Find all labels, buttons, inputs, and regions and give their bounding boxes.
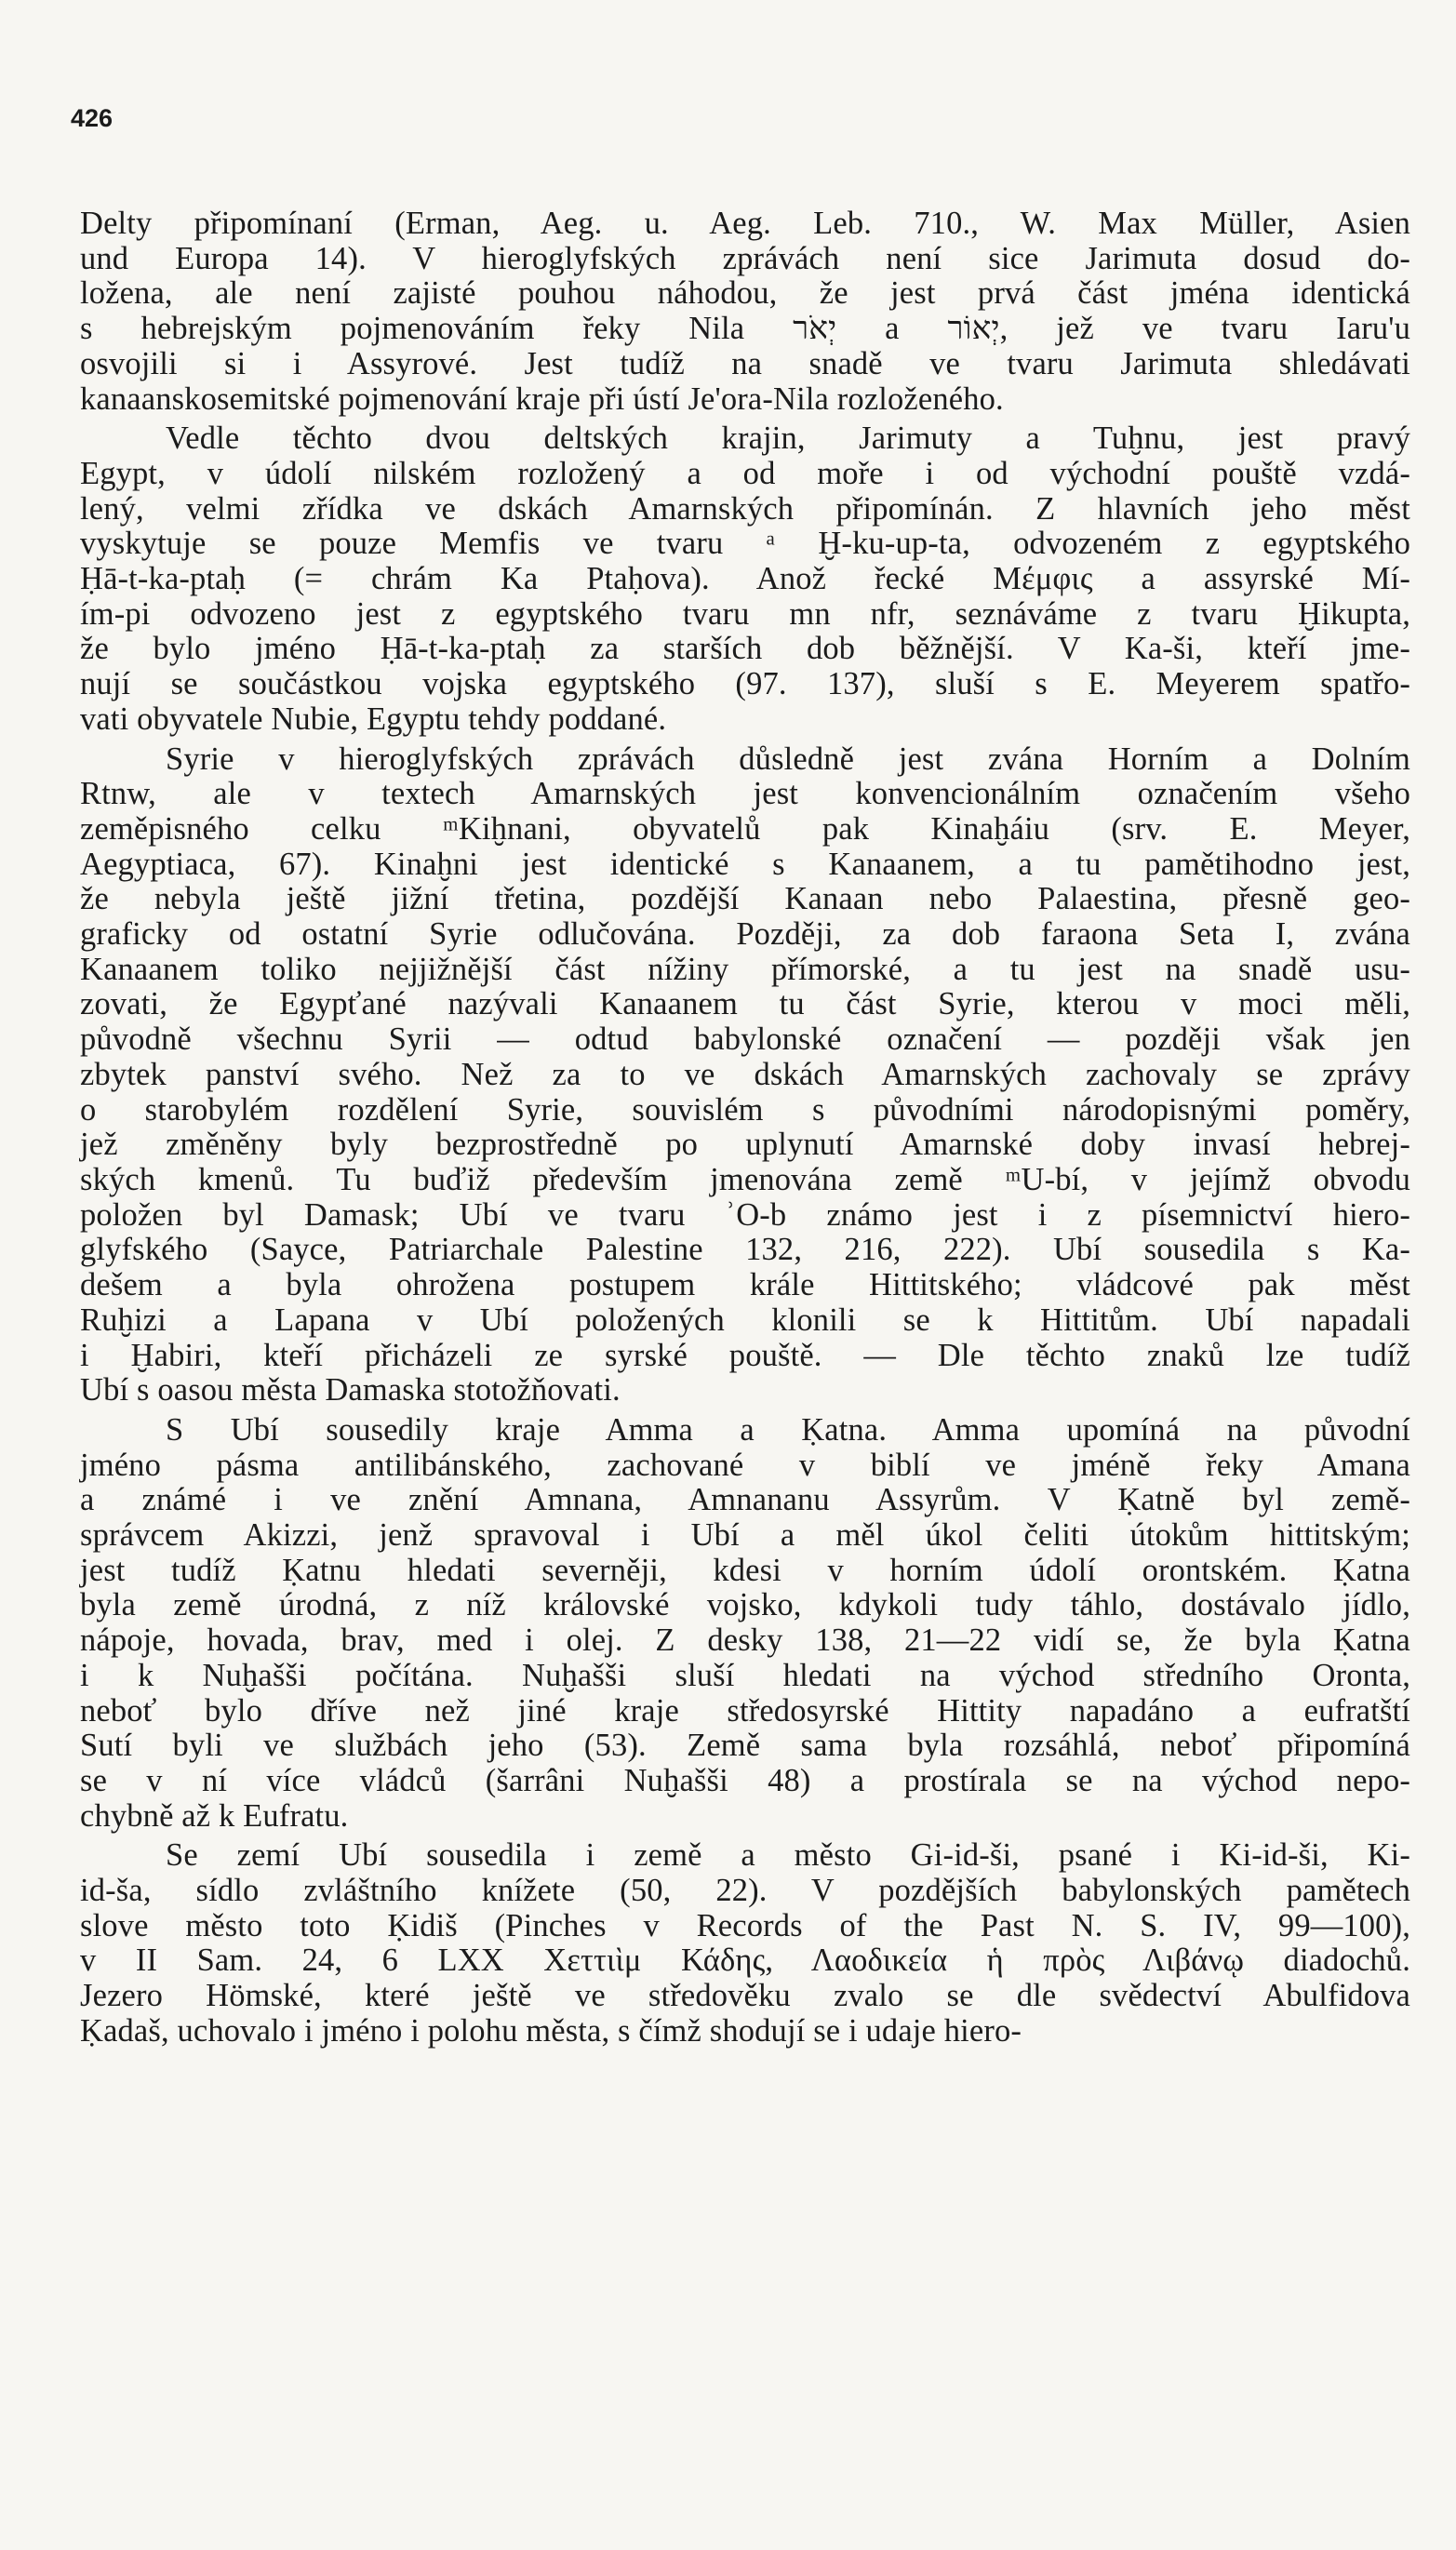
text-line: správcem Akizzi, jenž spravoval i Ubí a měl úkol čeliti útokům hittitským; bbox=[80, 1517, 1410, 1554]
text-line: Jezero Hömské, které ještě ve středověku zvalo se dle svědectví Abulfidova bbox=[80, 1978, 1410, 2014]
text-line: Ruḫizi a Lapana v Ubí položených klonili se k Hittitům. Ubí napadali bbox=[80, 1302, 1410, 1338]
text-line: i k Nuḫašši počítána. Nuḫašši sluší hledati na východ středního Oronta, bbox=[80, 1657, 1410, 1693]
text-line: vati obyvatele Nubie, Egyptu tehdy poddané. bbox=[80, 701, 667, 737]
paragraph-2 bbox=[80, 421, 1410, 737]
text-line: Rtnw, ale v textech Amarnských jest konvencionálním označením všeho bbox=[80, 776, 1410, 812]
text-line: neboť bylo dříve než jiné kraje středosyrské Hittity napadáno a eufratští bbox=[80, 1692, 1410, 1729]
text-line: původně všechnu Syrii — odtud babylonské označení — později však jen bbox=[80, 1021, 1410, 1058]
text-line: zbytek panství svého. Než za to ve dskách Amarnských zachovaly se zprávy bbox=[80, 1056, 1410, 1092]
text-line: Syrie v hieroglyfských zprávách důsledně jest zvána Horním a Dolním bbox=[166, 741, 1410, 777]
text-line: ložena, ale není zajisté pouhou náhodou, že jest prvá část jména identická bbox=[80, 275, 1410, 312]
paragraph-3 bbox=[80, 742, 1410, 1409]
text-line: Ubí s oasou města Damaska stotožňovati. bbox=[80, 1372, 621, 1409]
text-line: Ḳadaš, uchovalo i jméno i polohu města, s čímž shodují se i udaje hiero- bbox=[80, 2012, 1022, 2049]
text-line: s hebrejským pojmenováním řeky Nila יְאֹר a יְאוֹר, jež ve tvaru Iaru'u bbox=[80, 311, 1411, 347]
page-number: 426 bbox=[71, 104, 114, 132]
text-line: glyfského (Sayce, Patriarchale Palestine 132, 216, 222). Ubí sousedila s Ka- bbox=[80, 1232, 1410, 1268]
text-line: S Ubí sousedily kraje Amma a Ḳatna. Amma upomíná na původní bbox=[166, 1411, 1410, 1448]
text-line: lený, velmi zřídka ve dskách Amarnských připomínán. Z hlavních jeho měst bbox=[80, 490, 1410, 527]
text-line: o starobylém rozdělení Syrie, souvislém s původními národopisnými poměry, bbox=[80, 1091, 1410, 1128]
text-line: osvojili si i Assyrové. Jest tudíž na snadě ve tvaru Jarimuta shledávati bbox=[80, 345, 1410, 381]
text-line: Aegyptiaca, 67). Kinaḫni jest identické s Kanaanem, a tu pamětihodno jest, bbox=[80, 846, 1410, 882]
text-line: jež změněny byly bezprostředně po uplynutí Amarnské doby invasí hebrej- bbox=[80, 1127, 1410, 1163]
text-line: položen byl Damask; Ubí ve tvaru ʾO-b známo jest i z písemnictví hiero- bbox=[80, 1196, 1410, 1233]
text-line: Ḥā-t-ka-ptaḥ (= chrám Ka Ptaḥova). Anož řecké Μέμφις a assyrské Mí- bbox=[80, 561, 1410, 597]
text-line: byla země úrodná, z níž královské vojsko, kdykoli tudy táhlo, dostávalo jídlo, bbox=[80, 1587, 1410, 1623]
text-line: jméno pásma antilibánského, zachované v biblí ve jméně řeky Amana bbox=[80, 1447, 1410, 1483]
text-line: a známé i ve znění Amnana, Amnananu Assyrům. V Ḳatně byl země- bbox=[80, 1482, 1410, 1518]
text-line: ských kmenů. Tu buďiž především jmenována země ᵐU-bí, v jejímž obvodu bbox=[80, 1161, 1410, 1197]
text-line: zeměpisného celku ᵐKiḫnani, obyvatelů pak Kinaḫáiu (srv. E. Meyer, bbox=[80, 810, 1410, 847]
text-line: v II Sam. 24, 6 LXX Χεττιὶμ Κάδης, Λαοδικεία ἡ πρὸς Λιβάνῳ diadochů. bbox=[80, 1943, 1410, 1979]
text-line: že bylo jméno Ḥā-t-ka-ptaḥ za starších dob běžnější. V Ka-ši, kteří jme- bbox=[80, 631, 1410, 667]
text-line: nápoje, hovada, brav, med i olej. Z desky 138, 21—22 vidí se, že byla Ḳatna bbox=[80, 1622, 1410, 1659]
text-line: Kanaanem toliko nejjižnější část nížiny přímorské, a tu jest na snadě usu- bbox=[80, 951, 1410, 987]
text-line: chybně až k Eufratu. bbox=[80, 1797, 349, 1834]
text-line: že nebyla ještě jižní třetina, pozdější Kanaan nebo Palaestina, přesně geo- bbox=[80, 881, 1410, 917]
text-line: Sutí byli ve službách jeho (53). Země sama byla rozsáhlá, neboť připomíná bbox=[80, 1728, 1410, 1764]
text-line: ím-pi odvozeno jest z egyptského tvaru mn nfr, seznáváme z tvaru Ḫikupta, bbox=[80, 595, 1410, 632]
paragraph-5 bbox=[80, 1838, 1410, 2049]
text-line: Vedle těchto dvou deltských krajin, Jarimuty a Tuḫnu, jest pravý bbox=[166, 421, 1410, 457]
text-line: Egypt, v údolí nilském rozložený a od moře i od východní pouště vzdá- bbox=[80, 455, 1410, 491]
paragraph-4 bbox=[80, 1413, 1410, 1834]
text-line: slove město toto Ḳidiš (Pinches v Records of the Past N. S. IV, 99—100), bbox=[80, 1907, 1410, 1943]
text-line: se v ní více vládců (šarrâni Nuḫašši 48) a prostírala se na východ nepo- bbox=[80, 1762, 1410, 1798]
text-line: Delty připomínaní (Erman, Aeg. u. Aeg. Leb. 710., W. Max Müller, Asien bbox=[80, 206, 1410, 241]
text-line: vyskytuje se pouze Memfis ve tvaru ᵃ Ḫ-ku-up-ta, odvozeném z egyptského bbox=[80, 526, 1410, 562]
text-line: jest tudíž Ḳatnu hledati severněji, kdesi v horním údolí orontském. Ḳatna bbox=[80, 1552, 1410, 1588]
body-text bbox=[80, 207, 1410, 2054]
text-line: nují se součástkou vojska egyptského (97. 137), sluší s E. Meyerem spatřo- bbox=[80, 666, 1410, 702]
paragraph-1 bbox=[80, 207, 1410, 417]
text-line: zovati, že Egypťané nazývali Kanaanem tu část Syrie, kterou v moci měli, bbox=[80, 986, 1410, 1022]
text-line: kanaanskosemitské pojmenování kraje při ústí Je'ora-Nila rozloženého. bbox=[80, 380, 1004, 417]
text-line: i Ḫabiri, kteří přicházeli ze syrské pouště. — Dle těchto znaků lze tudíž bbox=[80, 1337, 1410, 1373]
text-line: graficky od ostatní Syrie odlučována. Později, za dob faraona Seta I, zvána bbox=[80, 916, 1410, 953]
text-line: und Europa 14). V hieroglyfských zprávách není sice Jarimuta dosud do- bbox=[80, 240, 1410, 276]
text-line: Se zemí Ubí sousedila i země a město Gi-id-ši, psané i Ki-id-ši, Ki- bbox=[166, 1837, 1410, 1874]
text-line: id-ša, sídlo zvláštního knížete (50, 22). V pozdějších babylonských pamětech bbox=[80, 1873, 1410, 1909]
text-line: dešem a byla ohrožena postupem krále Hittitského; vládcové pak měst bbox=[80, 1267, 1410, 1303]
